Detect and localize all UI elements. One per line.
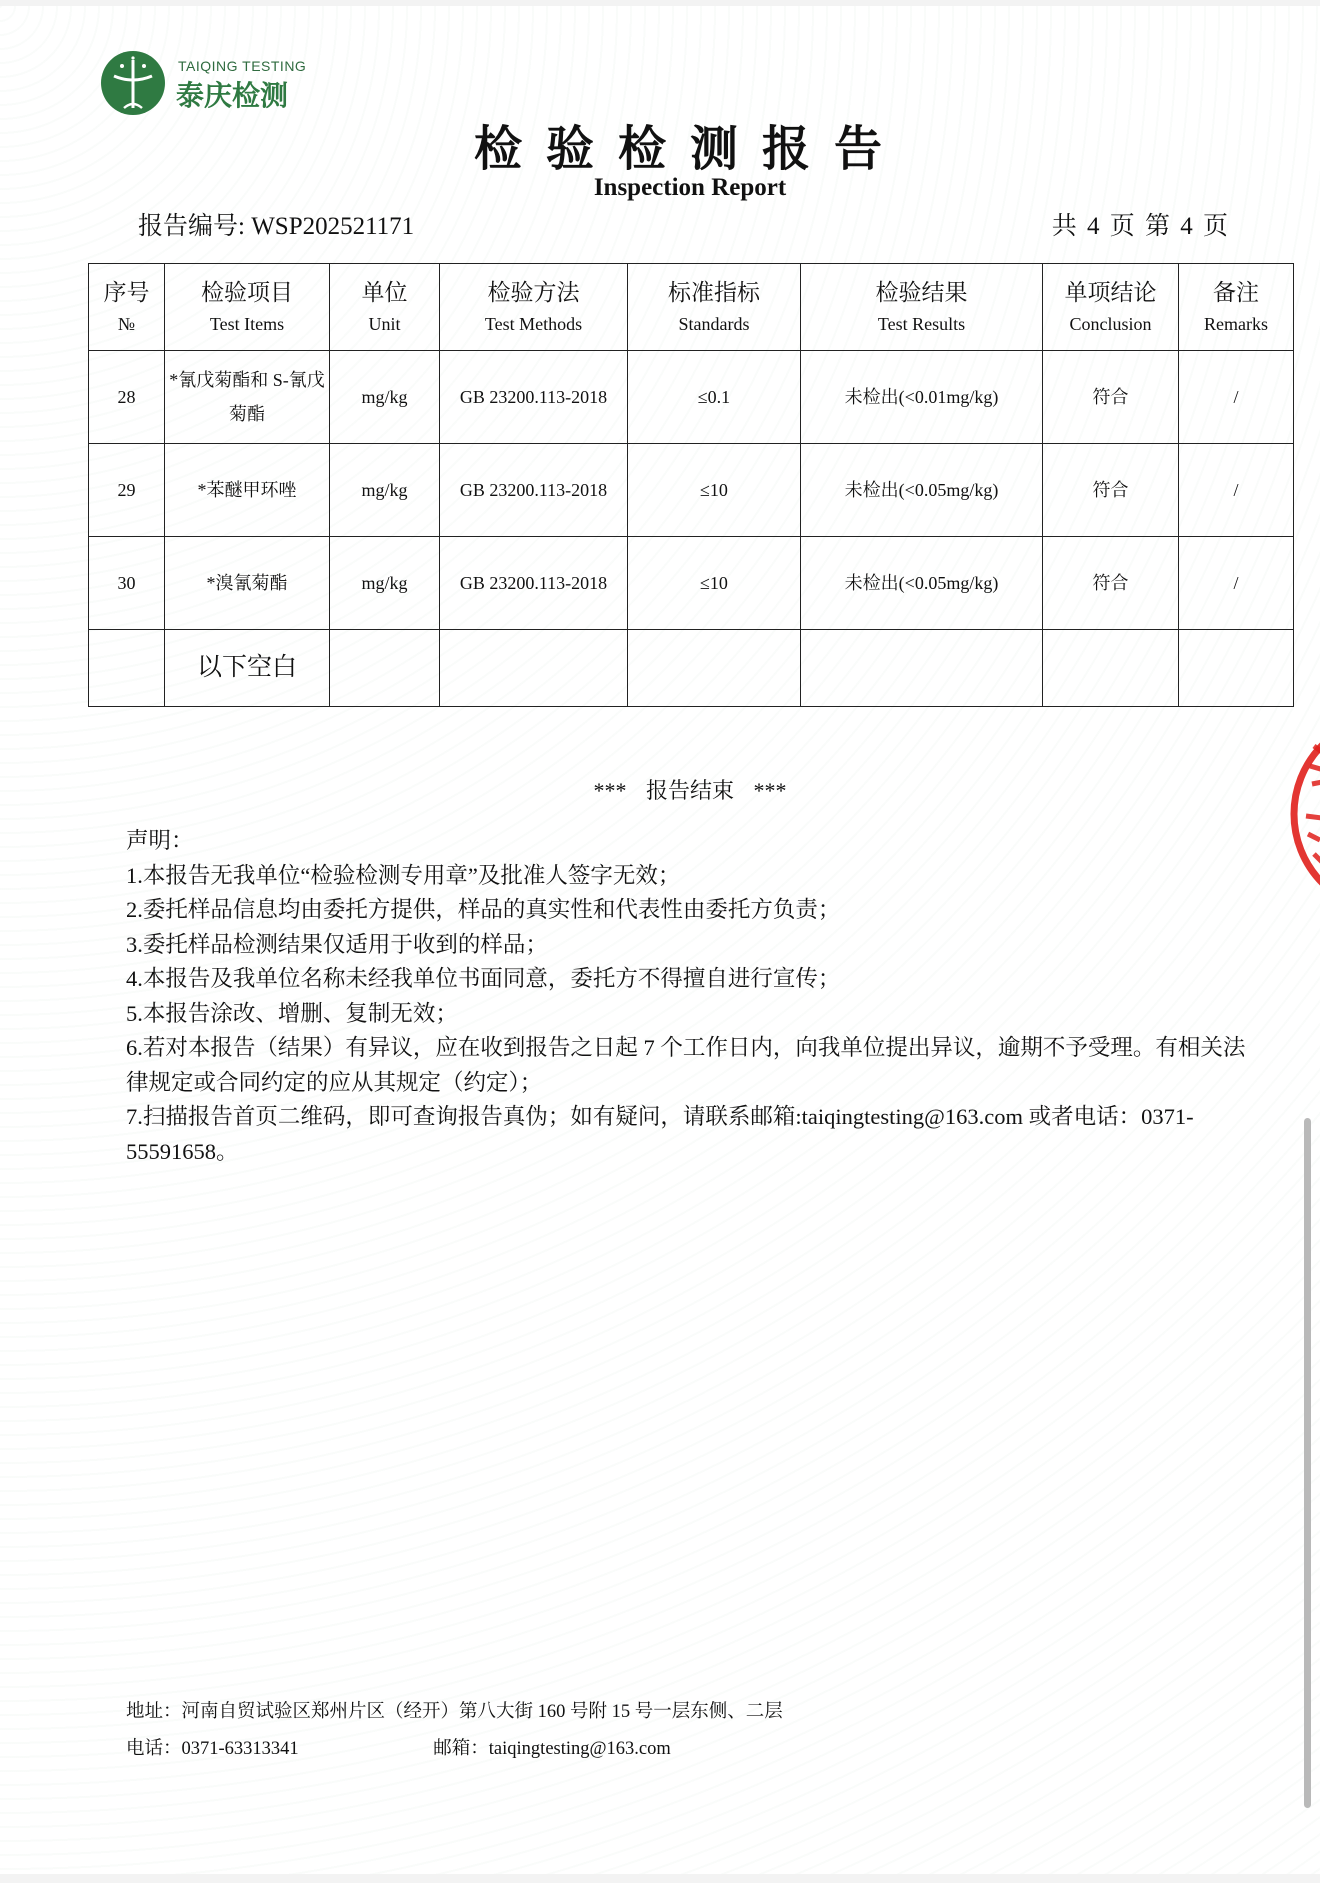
declaration-item: 3.委托样品检测结果仅适用于收到的样品； — [126, 931, 548, 957]
declaration-item: 7.扫描报告首页二维码，即可查询报告真伪；如有疑问，请联系邮箱:taiqingtesting@163.com 或者电话：0371-55591658。 — [126, 1104, 1194, 1164]
blank-note: 以下空白 — [165, 630, 330, 707]
empty-cell — [440, 630, 628, 707]
header-cell: 检验结果 Test Results — [801, 264, 1043, 351]
conclusion: 符合 — [1043, 444, 1179, 537]
standard: ≤10 — [628, 537, 801, 630]
footer-email: 邮箱：taiqingtesting@163.com — [433, 1739, 671, 1759]
row-number: 29 — [89, 444, 165, 537]
declaration-item: 6.若对本报告（结果）有异议，应在收到报告之日起 7 个工作日内，向我单位提出异议，逾期不予受理。有相关法律规定或合同约定的应从其规定（约定）； — [126, 1035, 1246, 1095]
declaration-item: 5.本报告涂改、增删、复制无效； — [126, 1000, 458, 1026]
table-row — [89, 351, 1294, 444]
report-title-cn: 检验检测报告 — [473, 121, 906, 177]
remarks: / — [1179, 444, 1294, 537]
logo-chinese-name: 泰庆检测 — [176, 79, 289, 112]
header-cell: 单项结论 Conclusion — [1043, 264, 1179, 351]
empty-cell — [1179, 630, 1294, 707]
page-info: 共 4 页 第 4 页 — [1051, 213, 1228, 240]
empty-cell — [801, 630, 1043, 707]
declaration-item: 1.本报告无我单位“检验检测专用章”及批准人签字无效； — [126, 862, 681, 888]
logo-emblem-icon — [100, 50, 166, 116]
report-page — [0, 6, 1320, 1874]
unit: mg/kg — [330, 537, 440, 630]
header-cell: 单位 Unit — [330, 264, 440, 351]
test-method: GB 23200.113-2018 — [440, 444, 628, 537]
test-item: *氰戊菊酯和 S-氰戊菊酯 — [165, 351, 330, 444]
test-result: 未检出(<0.05mg/kg) — [801, 444, 1043, 537]
test-results-table — [88, 263, 1294, 707]
footer-address: 地址：河南自贸试验区郑州片区（经开）第八大街 160 号附 15 号一层东侧、二层 — [126, 1702, 783, 1722]
report-title-en: Inspection Report — [593, 174, 787, 201]
test-result: 未检出(<0.01mg/kg) — [801, 351, 1043, 444]
empty-cell — [89, 630, 165, 707]
empty-cell — [628, 630, 801, 707]
table-blank-row — [89, 630, 1294, 707]
header-cell: 检验项目 Test Items — [165, 264, 330, 351]
table-row — [89, 537, 1294, 630]
vertical-scrollbar[interactable] — [1304, 1118, 1311, 1808]
unit: mg/kg — [330, 444, 440, 537]
declaration-item: 4.本报告及我单位名称未经我单位书面同意，委托方不得擅自进行宣传； — [126, 966, 841, 991]
row-number: 30 — [89, 537, 165, 630]
test-method: GB 23200.113-2018 — [440, 351, 628, 444]
test-method: GB 23200.113-2018 — [440, 537, 628, 630]
remarks: / — [1179, 537, 1294, 630]
standard: ≤0.1 — [628, 351, 801, 444]
test-item: *溴氰菊酯 — [165, 537, 330, 630]
header-cell: 序号 № — [89, 264, 165, 351]
declaration-item: 2.委托样品信息均由委托方提供，样品的真实性和代表性由委托方负责； — [126, 897, 841, 922]
remarks: / — [1179, 351, 1294, 444]
logo-english-name: TAIQING TESTING — [178, 58, 307, 74]
table-row — [89, 444, 1294, 537]
conclusion: 符合 — [1043, 351, 1179, 444]
test-item: *苯醚甲环唑 — [165, 444, 330, 537]
header-cell: 备注 Remarks — [1179, 264, 1294, 351]
conclusion: 符合 — [1043, 537, 1179, 630]
declaration — [126, 824, 1266, 1169]
official-seal-icon — [1262, 706, 1320, 921]
unit: mg/kg — [330, 351, 440, 444]
empty-cell — [330, 630, 440, 707]
report-end-marker: *** 报告结束 *** — [593, 778, 787, 803]
report-number: 报告编号: WSP202521171 — [138, 213, 415, 240]
header-cell: 标准指标 Standards — [628, 264, 801, 351]
footer-phone: 电话：0371-63313341 — [126, 1739, 299, 1759]
test-result: 未检出(<0.05mg/kg) — [801, 537, 1043, 630]
table-header-row — [89, 264, 1294, 351]
standard: ≤10 — [628, 444, 801, 537]
footer — [126, 1694, 783, 1768]
header-cell: 检验方法 Test Methods — [440, 264, 628, 351]
empty-cell — [1043, 630, 1179, 707]
row-number: 28 — [89, 351, 165, 444]
declaration-title: 声明： — [126, 828, 194, 853]
